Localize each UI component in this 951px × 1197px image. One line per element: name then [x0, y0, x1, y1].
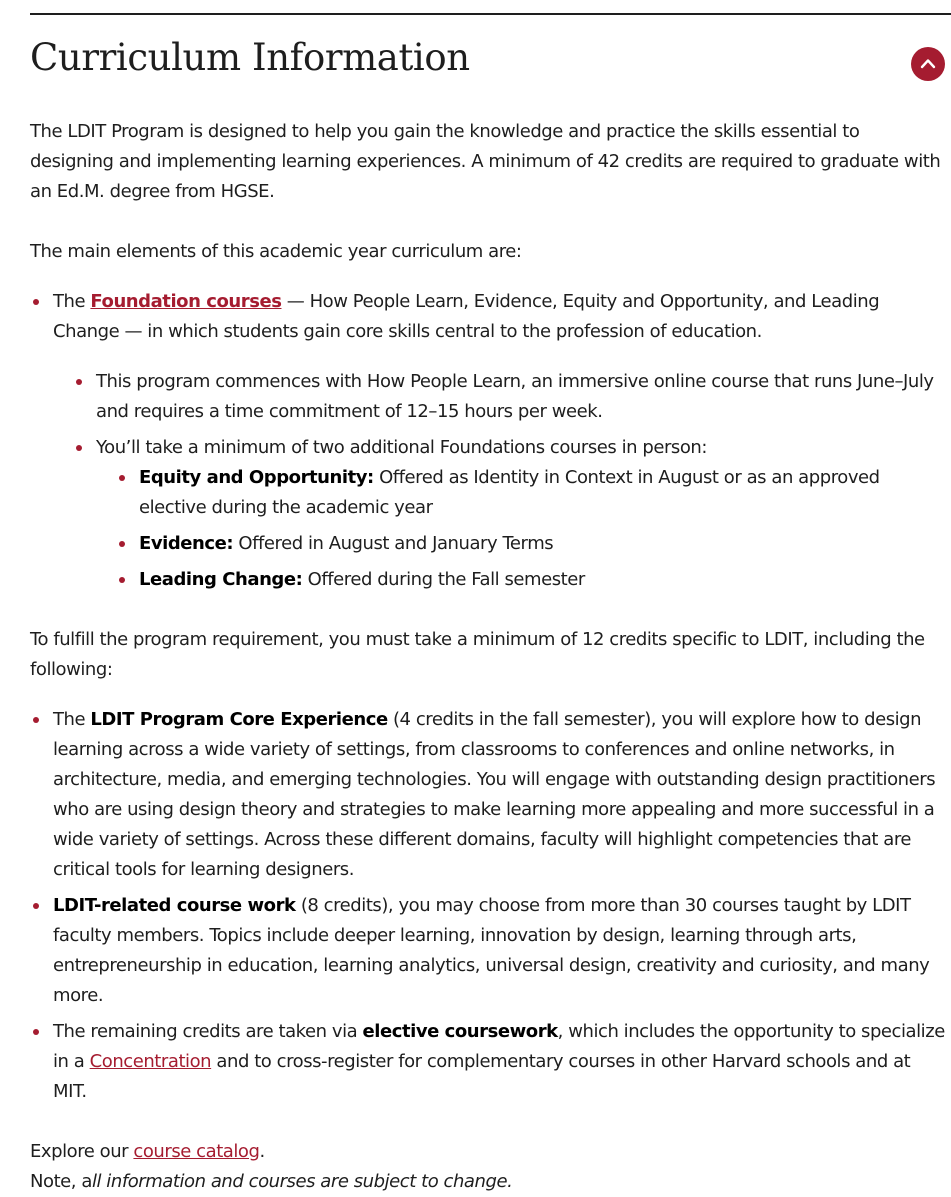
item-label: Equity and Opportunity:: [139, 467, 374, 488]
foundations-options-list: [116, 463, 946, 595]
text: — How People Learn, Evidence, Equity and Opportunity, and Leading Change — in which students gain core skills central to the profession of education.: [53, 291, 880, 342]
list-item-how-people-learn: [73, 367, 946, 427]
bullet-dot: [33, 299, 39, 305]
list-item-evidence: [116, 529, 946, 559]
text: , which includes the opportunity to specialize in a: [53, 1021, 945, 1072]
list-item-elective: [30, 1017, 946, 1107]
section-divider: [30, 13, 951, 15]
chevron-up-icon: [919, 55, 937, 73]
text: The remaining credits are taken via: [53, 1021, 363, 1042]
item-label: LDIT-related course work: [53, 895, 296, 916]
list-item-additional-foundations: [73, 433, 946, 595]
collapse-toggle-button[interactable]: [911, 47, 945, 81]
bullet-dot: [119, 541, 125, 547]
text: This program commences with How People Learn, an immersive online course that runs June–July and requires a time commitment of 12–15 hours per week.: [96, 371, 934, 422]
text: Offered in August and January Terms: [233, 533, 554, 554]
bullet-dot: [33, 717, 39, 723]
note-italic: ll information and courses are subject to change.: [91, 1171, 513, 1192]
text: (4 credits in the fall semester), you will explore how to design learning across a wide variety of settings, from classrooms to conferences and online networks, in architecture, media, and emerging technologies. You will engage with outstanding design practitioners who are using design theory and strategies to make learning more appealing and more successful in a wide variety of settings. Across these different domains, faculty will highlight competencies that are critical tools for learning designers.: [53, 709, 936, 880]
text: The: [53, 291, 91, 312]
text: .: [259, 1141, 265, 1162]
foundation-courses-link[interactable]: Foundation courses: [90, 291, 282, 312]
text: The: [53, 709, 91, 730]
bullet-dot: [76, 379, 82, 385]
text: Offered as Identity in Context in August or as an approved elective during the academic year: [139, 467, 880, 518]
list-item-related-coursework: [30, 891, 946, 1011]
intro-paragraph: The LDIT Program is designed to help you gain the knowledge and practice the skills essential to designing and implementing learning experiences. A minimum of 42 credits are required to graduate with an Ed.M. degree from HGSE.: [30, 121, 941, 202]
section-title: Curriculum Information: [30, 36, 470, 79]
list-item-foundation: [30, 287, 946, 595]
explore-line: [30, 1137, 946, 1167]
text: Note, a: [30, 1171, 92, 1192]
text: Explore our: [30, 1141, 134, 1162]
bullet-dot: [119, 577, 125, 583]
elements-heading: The main elements of this academic year curriculum are:: [30, 241, 522, 262]
bullet-dot: [33, 903, 39, 909]
bullet-dot: [76, 445, 82, 451]
foundation-sublist: [73, 367, 946, 595]
text: (8 credits), you may choose from more than 30 courses taught by LDIT faculty members. Topics include deeper learning, innovation by design, learning through arts, entrepreneurship in education, learning analytics, universal design, creativity and curiosity, and many more.: [53, 895, 930, 1006]
item-label: Evidence:: [139, 533, 234, 554]
text: Offered during the Fall semester: [302, 569, 585, 590]
concentration-link[interactable]: Concentration: [89, 1051, 212, 1072]
item-label: elective coursework: [362, 1021, 558, 1042]
note-line: [30, 1167, 946, 1197]
item-label: LDIT Program Core Experience: [90, 709, 388, 730]
curriculum-content: [30, 117, 946, 1197]
requirements-list: [30, 705, 946, 1107]
bullet-dot: [119, 475, 125, 481]
requirement-heading: To fulfill the program requirement, you must take a minimum of 12 credits specific to LDIT, including the following:: [30, 629, 925, 680]
text: You’ll take a minimum of two additional Foundations courses in person:: [96, 437, 707, 458]
list-item-leading-change: [116, 565, 946, 595]
item-label: Leading Change:: [139, 569, 303, 590]
course-catalog-link[interactable]: course catalog: [133, 1141, 260, 1162]
list-item-equity: [116, 463, 946, 523]
elements-list: [30, 287, 946, 595]
list-item-core-experience: [30, 705, 946, 885]
bullet-dot: [33, 1029, 39, 1035]
text: and to cross-register for complementary courses in other Harvard schools and at MIT.: [53, 1051, 911, 1102]
